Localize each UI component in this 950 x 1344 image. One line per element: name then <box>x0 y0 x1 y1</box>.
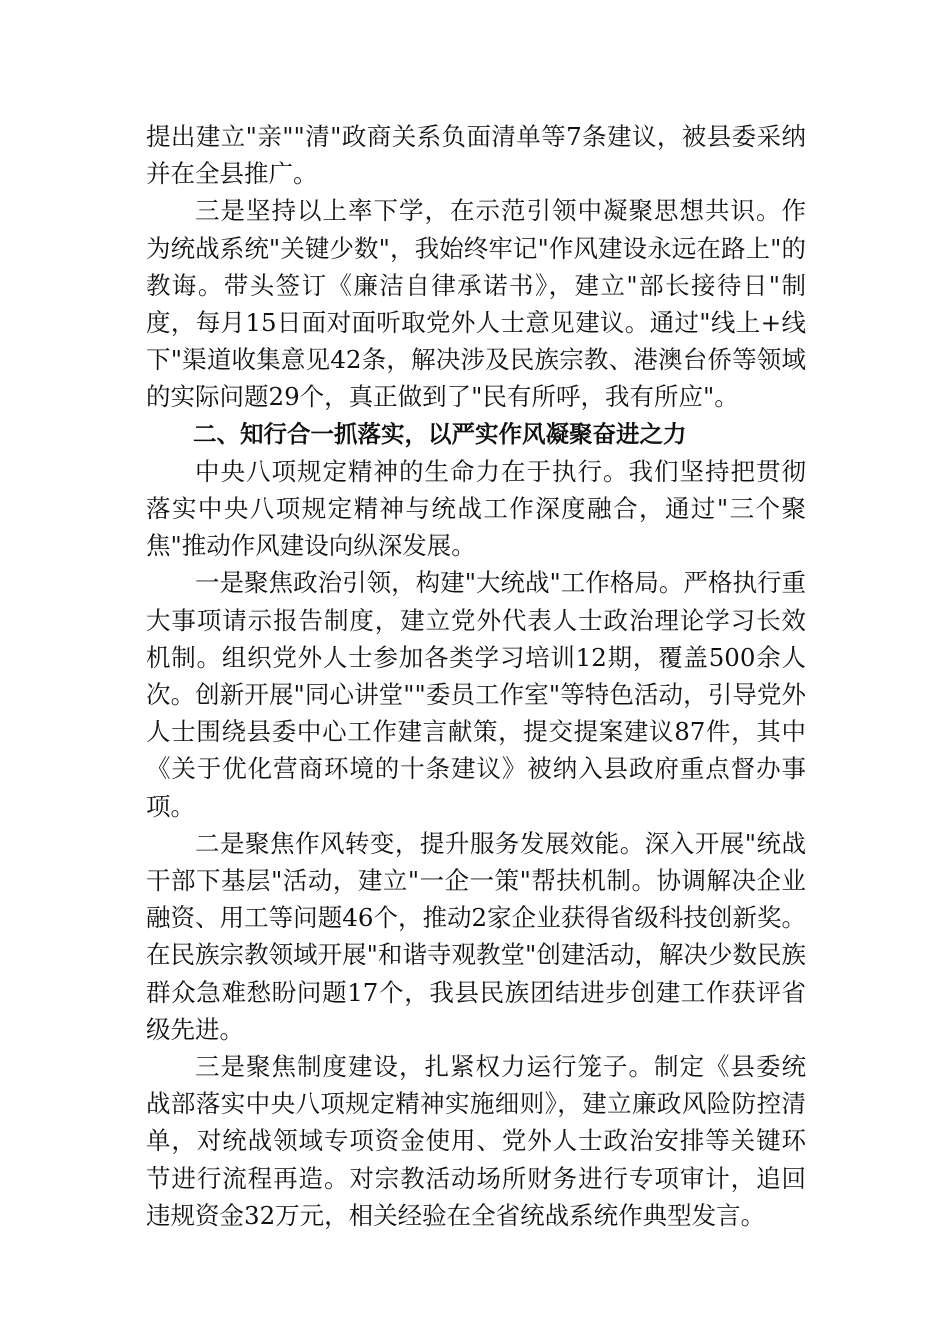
paragraph-lead-by-example: 三是坚持以上率下学，在示范引领中凝聚思想共识。作为统战系统"关键少数"，我始终牢记"作风建设永远在路上"的教诲。带头签订《廉洁自律承诺书》，建立"部长接待日"制度，每月15日面对面听取党外人士意见建议。通过"线上+线下"渠道收集意见42条，解决涉及民族宗教、港澳台侨等领域的实际问题29个，真正做到了"民有所呼，我有所应"。 <box>146 196 806 412</box>
paragraph-political-guidance: 一是聚焦政治引领，构建"大统战"工作格局。严格执行重大事项请示报告制度，建立党外代表人士政治理论学习长效机制。组织党外人士参加各类学习培训12期，覆盖500余人次。创新开展"同心讲堂""委员工作室"等特色活动，引导党外人士围绕县委中心工作建言献策，提交提案建议87件，其中《关于优化营商环境的十条建议》被纳入县政府重点督办事项。 <box>146 568 806 821</box>
paragraph-style-transformation: 二是聚焦作风转变，提升服务发展效能。深入开展"统战干部下基层"活动，建立"一企一策"帮扶机制。协调解决企业融资、用工等问题46个，推动2家企业获得省级科技创新奖。在民族宗教领域开展"和谐寺观教堂"创建活动，解决少数民族群众急难愁盼问题17个，我县民族团结进步创建工作获评省级先进。 <box>146 828 806 1044</box>
paragraph-continued: 提出建立"亲""清"政商关系负面清单等7条建议，被县委采纳并在全县推广。 <box>146 122 806 189</box>
paragraph-system-building: 三是聚焦制度建设，扎紧权力运行笼子。制定《县委统战部落实中央八项规定精神实施细则》，建立廉政风险防控清单，对统战领域专项资金使用、党外人士政治安排等关键环节进行流程再造。对宗教活动场所财务进行专项审计，追回违规资金32万元，相关经验在全省统战系统作典型发言。 <box>146 1052 806 1230</box>
paragraph-section-intro: 中央八项规定精神的生命力在于执行。我们坚持把贯彻落实中央八项规定精神与统战工作深度融合，通过"三个聚焦"推动作风建设向纵深发展。 <box>146 456 806 561</box>
document-body <box>146 118 806 1234</box>
section-heading: 二、知行合一抓落实，以严实作风凝聚奋进之力 <box>193 419 687 448</box>
